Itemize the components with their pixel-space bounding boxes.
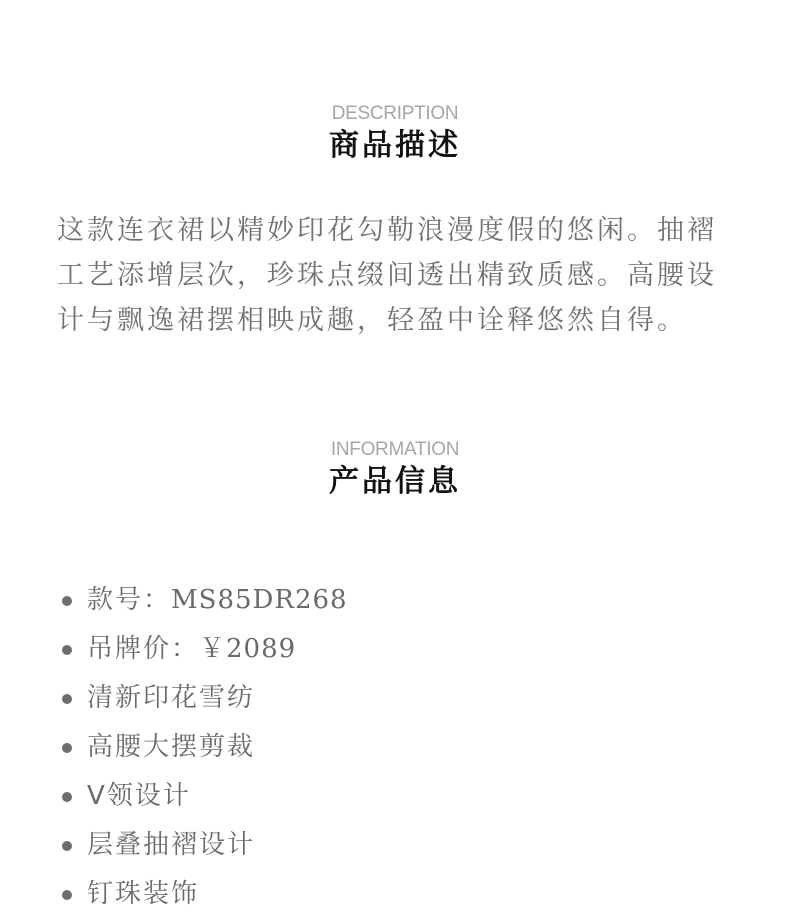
info-label: 高腰大摆剪裁 xyxy=(87,732,256,762)
bullet-dot-icon xyxy=(62,694,72,704)
info-label: 款号： xyxy=(87,585,172,615)
product-info-list xyxy=(58,576,348,919)
info-item-cut xyxy=(58,723,348,772)
description-header xyxy=(0,103,790,165)
info-label: V领设计 xyxy=(87,781,191,811)
bullet-dot-icon xyxy=(62,596,72,606)
bullet-dot-icon xyxy=(62,645,72,655)
info-value: ￥2089 xyxy=(199,634,297,664)
bullet-dot-icon xyxy=(62,792,72,802)
info-label: 清新印花雪纺 xyxy=(87,683,256,713)
information-title: 产品信息 xyxy=(329,464,461,499)
information-subtitle: INFORMATION xyxy=(330,439,460,460)
info-label: 层叠抽褶设计 xyxy=(87,830,256,860)
description-title: 商品描述 xyxy=(329,128,461,163)
bullet-dot-icon xyxy=(62,743,72,753)
bullet-dot-icon xyxy=(62,841,72,851)
info-item-style-number xyxy=(58,576,348,625)
product-description: 这款连衣裙以精妙印花勾勒浪漫度假的悠闲。抽褶工艺添增层次，珍珠点缀间透出精致质感。高腰设计与飘逸裙摆相映成趣，轻盈中诠释悠然自得。 xyxy=(57,215,717,336)
info-value: MS85DR268 xyxy=(171,585,348,615)
description-subtitle: DESCRIPTION xyxy=(331,103,459,124)
info-item-ruffle xyxy=(58,821,348,870)
information-header xyxy=(0,439,790,501)
info-item-tag-price xyxy=(58,625,348,674)
info-label: 钉珠装饰 xyxy=(87,879,200,909)
bullet-dot-icon xyxy=(62,890,72,900)
info-item-beading xyxy=(58,870,348,919)
info-item-fabric xyxy=(58,674,348,723)
info-item-neckline xyxy=(58,772,348,821)
info-label: 吊牌价： xyxy=(87,634,200,664)
